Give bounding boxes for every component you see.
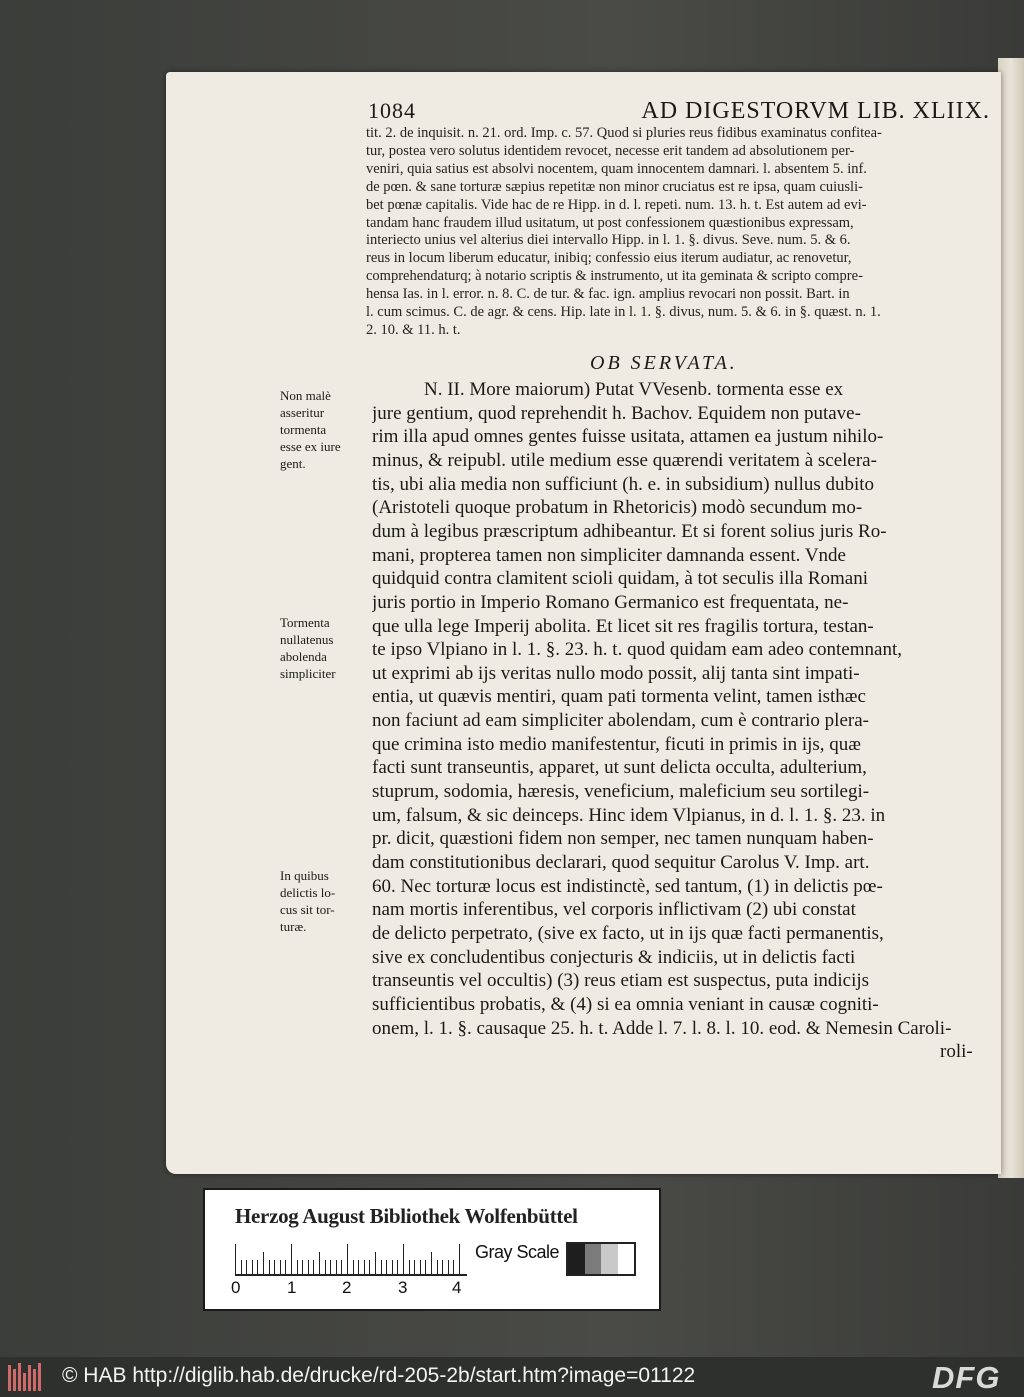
ruler-tick	[302, 1260, 303, 1274]
logo-bar	[33, 1369, 36, 1391]
text-line: transeuntis vel occultis) (3) reus etiam est suspectus, puta indicijs	[372, 970, 870, 992]
ruler-tick	[437, 1260, 438, 1274]
ruler-tick	[431, 1252, 432, 1274]
ruler-tick	[336, 1260, 337, 1274]
logo-bar	[13, 1369, 16, 1391]
ruler-tick	[330, 1260, 331, 1274]
text-line: pr. dicit, quæstioni fidem non semper, nec tamen nunquam haben-	[372, 828, 874, 850]
logo-bar	[38, 1363, 41, 1391]
ruler-tick	[448, 1260, 449, 1274]
running-head	[368, 98, 990, 125]
ruler-tick	[386, 1260, 387, 1274]
text-line: tis, ubi alia media non sufficiunt (h. e. in subsidium) nullus dubito	[372, 473, 875, 495]
ruler-tick	[414, 1260, 415, 1274]
logo-bar	[28, 1365, 31, 1391]
ruler-tick	[453, 1260, 454, 1274]
section-heading: OB SERVATA.	[590, 352, 738, 374]
ruler-tick	[241, 1260, 242, 1274]
text-line: N. II. More maiorum) Putat VVesenb. tormenta esse ex	[424, 379, 844, 400]
text-line: que crimina isto medio manifestentur, ficuti in primis in ijs, quæ	[372, 733, 861, 755]
text-line: (Aristoteli quoque probatum in Rhetoricis) modò secundum mo-	[372, 497, 863, 519]
ruler-tick	[397, 1260, 398, 1274]
ruler-tick	[392, 1260, 393, 1274]
text-line: um, falsum, & sic deinceps. Hinc idem Vlpianus, in d. l. 1. §. 23. in	[372, 804, 886, 826]
ruler-tick	[459, 1244, 460, 1274]
ruler-tick	[257, 1260, 258, 1274]
dfg-logo: DFG	[932, 1360, 1001, 1395]
gray-swatch	[618, 1244, 635, 1274]
gray-scale-label: Gray Scale	[475, 1242, 560, 1262]
commentary-line: comprehendaturq; à notario scriptis & instrumento, ut ita geminata & scripto compre-	[366, 268, 863, 285]
ruler-tick	[269, 1260, 270, 1274]
ruler-tick	[358, 1260, 359, 1274]
text-line: non faciunt ad eam simpliciter abolendam, cum è contrario plera-	[372, 710, 869, 732]
ruler-tick	[442, 1260, 443, 1274]
ruler-tick	[325, 1260, 326, 1274]
text-line: 60. Nec torturæ locus est indistinctè, sed tantum, (1) in delictis pœ-	[372, 875, 883, 897]
ruler-tick	[291, 1244, 292, 1274]
commentary-line: de pœn. & sane torturæ sæpius repetitæ non minor cruciatus est re ipsa, quam cuiusli-	[366, 178, 863, 195]
ruler-tick	[308, 1260, 309, 1274]
ruler-tick	[353, 1260, 354, 1274]
commentary-line: tit. 2. de inquisit. n. 21. ord. Imp. c. 57. Quod si pluries reus fidibus examinatus confitea-	[366, 125, 882, 141]
text-line: facti sunt transeuntis, apparet, ut sunt delicta occulta, adulterium,	[372, 757, 867, 779]
text-line: entia, ut quævis mentiri, quam pati tormenta velint, tamen isthæc	[372, 686, 866, 708]
ruler-tick	[280, 1260, 281, 1274]
text-line: ut exprimi ab ijs veritas nullo modo possit, alij tanta sint impati-	[372, 662, 860, 684]
logo-bar	[18, 1363, 21, 1391]
ruler-tick	[409, 1260, 410, 1274]
next-page-edge	[998, 58, 1024, 1178]
text-line: onem, l. 1. §. causaque 25. h. t. Adde l. 7. l. 8. l. 10. eod. & Nemesin Caroli-	[372, 1017, 952, 1039]
ruler-tick	[252, 1260, 253, 1274]
commentary-line: tur, postea vero solutus identidem revocet, necesse erit tandem ad absolutionem per-	[366, 142, 855, 159]
ruler-tick	[313, 1260, 314, 1274]
scale-ruler	[235, 1242, 467, 1276]
color-calibration-card	[203, 1188, 661, 1311]
ruler-tick	[403, 1244, 404, 1274]
text-line: de delicto perpetrato, (sive ex facto, ut in ijs quæ facti permanentis,	[372, 922, 884, 944]
ruler-tick	[369, 1260, 370, 1274]
ruler-tick	[341, 1260, 342, 1274]
ruler-tick	[420, 1260, 421, 1274]
text-line: que ulla lege Imperij abolita. Et licet sit res fragilis tortura, testan-	[372, 615, 874, 637]
text-line: dum à legibus præscriptum adhibeantur. Et si forent solius juris Ro-	[372, 520, 887, 542]
ruler-tick	[364, 1260, 365, 1274]
ruler-tick	[375, 1252, 376, 1274]
logo-bar	[23, 1373, 26, 1391]
gray-swatch	[585, 1244, 602, 1274]
text-line: dam constitutionibus declarari, quod sequitur Carolus V. Imp. art.	[372, 852, 870, 873]
text-line: juris portio in Imperio Romano Germanico est frequentata, ne-	[372, 591, 849, 613]
commentary-line: l. cum scimus. C. de agr. & cens. Hip. late in l. 1. §. divus, num. 5. & 6. in §. quæst. n. 1.	[366, 304, 881, 320]
text-line: sufficientibus probatis, & (4) si ea omnia veniant in causæ cogniti-	[372, 993, 879, 1015]
scale-number: 1	[287, 1278, 297, 1297]
commentary-line: bet pœnæ capitalis. Vide hac de re Hipp. in d. l. repeti. num. 13. h. t. Est autem ad evi-	[366, 196, 867, 213]
text-line: nam mortis inferentibus, vel corporis inflictivam (2) ubi constat	[372, 899, 856, 921]
ruler-tick	[285, 1260, 286, 1274]
ruler-tick	[425, 1260, 426, 1274]
commentary-line: reus in locum liberum educatur, inibiq; confessio eius iterum audiatur, ac renovetur,	[366, 250, 852, 267]
text-line: minus, & reipubl. utile medium esse quærendi veritatem à scelera-	[372, 449, 877, 471]
catchword: roli-	[940, 1041, 973, 1063]
gray-swatch	[568, 1244, 585, 1274]
commentary-line: hensa Ias. in l. error. n. 8. C. de tur. & fac. ign. amplius revocari non possit. Bart. in	[366, 286, 850, 303]
text-line: stuprum, sodomia, hæresis, veneficium, maleficium seu sortilegi-	[372, 781, 870, 803]
ruler-tick	[235, 1244, 236, 1274]
commentary-line: veniri, quia satius est absolvi nocentem, quam innocentem damnari. l. absentem 5. inf.	[366, 160, 867, 177]
margin-note-2: Tormenta nullatenus abolenda simpliciter	[280, 615, 336, 681]
ruler-tick	[274, 1260, 275, 1274]
text-line: quidquid contra clamitent scioli quidam, à tot seculis illa Romani	[372, 568, 869, 590]
page-number: 1084	[368, 98, 416, 123]
scale-number: 0	[231, 1278, 241, 1297]
ruler-tick	[319, 1252, 320, 1274]
text-line: rim illa apud omnes gentes fuisse usitata, attamen ea justum nihilo-	[372, 426, 884, 448]
commentary-line: interiecto unius vel alterius diei intervallo Hipp. in l. 1. §. divus. Seve. num. 5. & 6.	[366, 232, 851, 249]
scale-number: 2	[342, 1278, 352, 1297]
commentary-line: tandam hanc fraudem illud usitatum, ut post confessionem quæstionibus expressam,	[366, 214, 854, 231]
gray-scale-swatches	[566, 1242, 636, 1276]
text-line: sive ex concludentibus conjecturis & indiciis, ut in delictis facti	[372, 946, 856, 968]
ruler-tick	[246, 1260, 247, 1274]
logo-bar	[8, 1365, 11, 1391]
gray-swatch	[601, 1244, 618, 1274]
text-line: te ipso Vlpiano in l. 1. §. 23. h. t. quod quidam eam adeo contemnant,	[372, 639, 902, 661]
ruler-tick	[381, 1260, 382, 1274]
text-line: mani, propterea tamen non simpliciter damnanda essent. Vnde	[372, 544, 846, 566]
hab-logo-icon	[8, 1361, 48, 1391]
commentary-line: 2. 10. & 11. h. t.	[366, 321, 461, 338]
margin-note-3: In quibus delictis lo- cus sit tor- turæ.	[280, 868, 336, 934]
source-url[interactable]: © HAB http://diglib.hab.de/drucke/rd-205-2b/start.htm?image=01122	[62, 1364, 696, 1387]
library-name: Herzog August Bibliothek Wolfenbüttel	[235, 1204, 578, 1228]
running-title: AD DIGESTORVM LIB. XLIIX.	[641, 98, 990, 124]
margin-note-1: Non malè asseritur tormenta esse ex iure gent.	[280, 388, 341, 471]
scale-number: 4	[452, 1278, 462, 1297]
ruler-tick	[347, 1244, 348, 1274]
ruler-tick	[263, 1252, 264, 1274]
text-line: jure gentium, quod reprehendit h. Bachov. Equidem non putave-	[372, 402, 861, 424]
scale-number: 3	[398, 1278, 408, 1297]
ruler-tick	[297, 1260, 298, 1274]
